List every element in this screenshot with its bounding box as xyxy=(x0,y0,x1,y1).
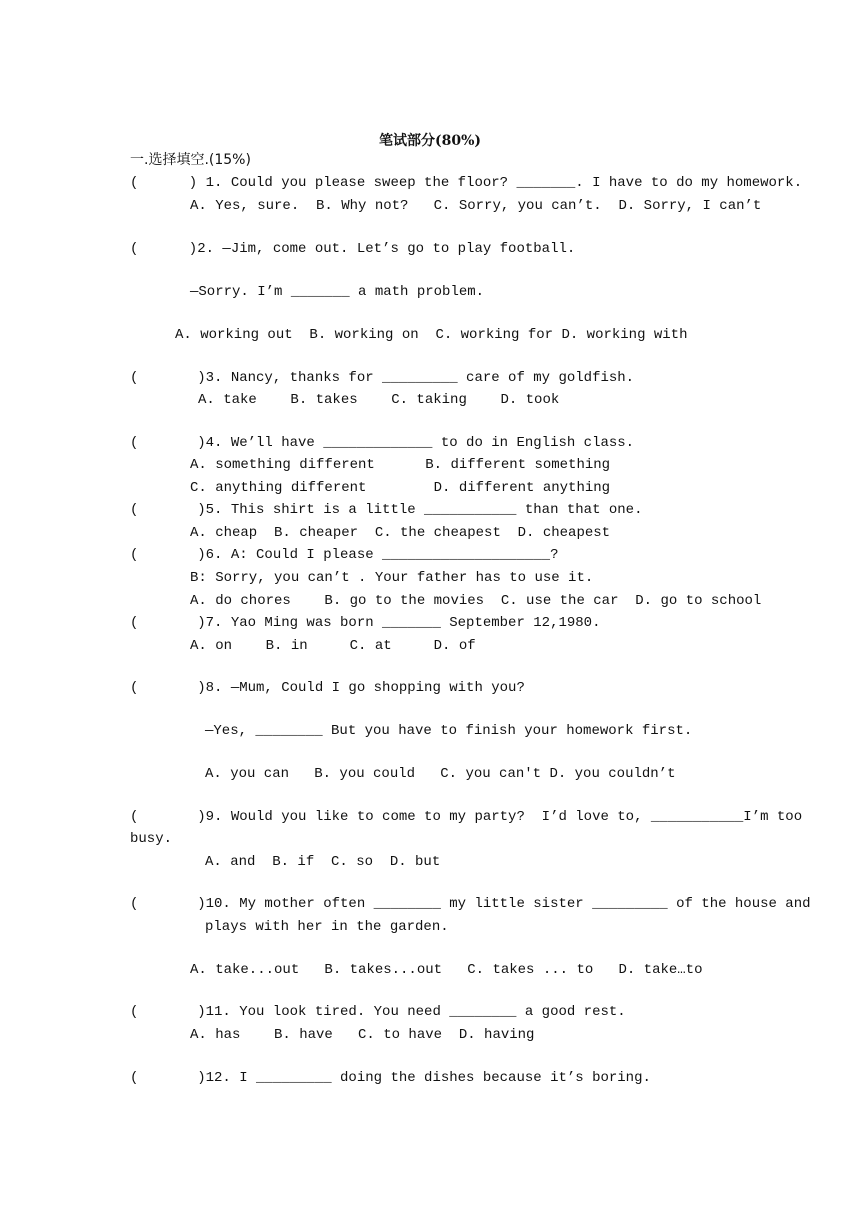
question-1: ( ) 1. Could you please sweep the floor? _______. I have to do my homework. xyxy=(130,175,803,191)
question-6: ( )6. A: Could I please ____________________? xyxy=(130,547,559,563)
question-11: ( )11. You look tired. You need ________ a good rest. xyxy=(130,1004,626,1020)
question-7-options: A. on B. in C. at D. of xyxy=(190,638,476,654)
question-8-reply: —Yes, ________ But you have to finish your homework first. xyxy=(205,723,693,739)
question-12: ( )12. I _________ doing the dishes because it’s boring. xyxy=(130,1070,651,1086)
question-11-options: A. has B. have C. to have D. having xyxy=(190,1027,535,1043)
page-title: 笔试部分(80%) xyxy=(378,133,482,149)
question-3: ( )3. Nancy, thanks for _________ care of my goldfish. xyxy=(130,370,635,386)
question-8-options: A. you can B. you could C. you can't D. you couldn’t xyxy=(205,766,676,782)
question-10-options: A. take...out B. takes...out C. takes ... to D. take…to xyxy=(190,962,703,978)
section-heading: 一.选择填空.(15%) xyxy=(130,152,251,168)
question-5: ( )5. This shirt is a little ___________ than that one. xyxy=(130,502,643,518)
question-10-continued: plays with her in the garden. xyxy=(205,919,449,935)
question-4-options-ab: A. something different B. different something xyxy=(190,457,611,473)
question-3-options: A. take B. takes C. taking D. took xyxy=(198,392,560,408)
question-8: ( )8. —Mum, Could I go shopping with you? xyxy=(130,680,525,696)
question-9-continued: busy. xyxy=(130,831,173,847)
question-2: ( )2. —Jim, come out. Let’s go to play football. xyxy=(130,241,576,257)
question-4: ( )4. We’ll have _____________ to do in English class. xyxy=(130,435,635,451)
question-9: ( )9. Would you like to come to my party? I’d love to, ___________I’m too xyxy=(130,809,803,825)
question-7: ( )7. Yao Ming was born _______ September 12,1980. xyxy=(130,615,601,631)
question-4-options-cd: C. anything different D. different anything xyxy=(190,480,611,496)
question-6-options: A. do chores B. go to the movies C. use the car D. go to school xyxy=(190,593,762,609)
question-1-options: A. Yes, sure. B. Why not? C. Sorry, you can’t. D. Sorry, I can’t xyxy=(190,198,762,214)
question-9-options: A. and B. if C. so D. but xyxy=(205,854,441,870)
question-10: ( )10. My mother often ________ my little sister _________ of the house and xyxy=(130,896,811,912)
question-2-options: A. working out B. working on C. working for D. working with xyxy=(175,327,688,343)
question-6-reply: B: Sorry, you can’t . Your father has to use it. xyxy=(190,570,594,586)
question-2-reply: —Sorry. I’m _______ a math problem. xyxy=(190,284,485,300)
question-5-options: A. cheap B. cheaper C. the cheapest D. cheapest xyxy=(190,525,611,541)
